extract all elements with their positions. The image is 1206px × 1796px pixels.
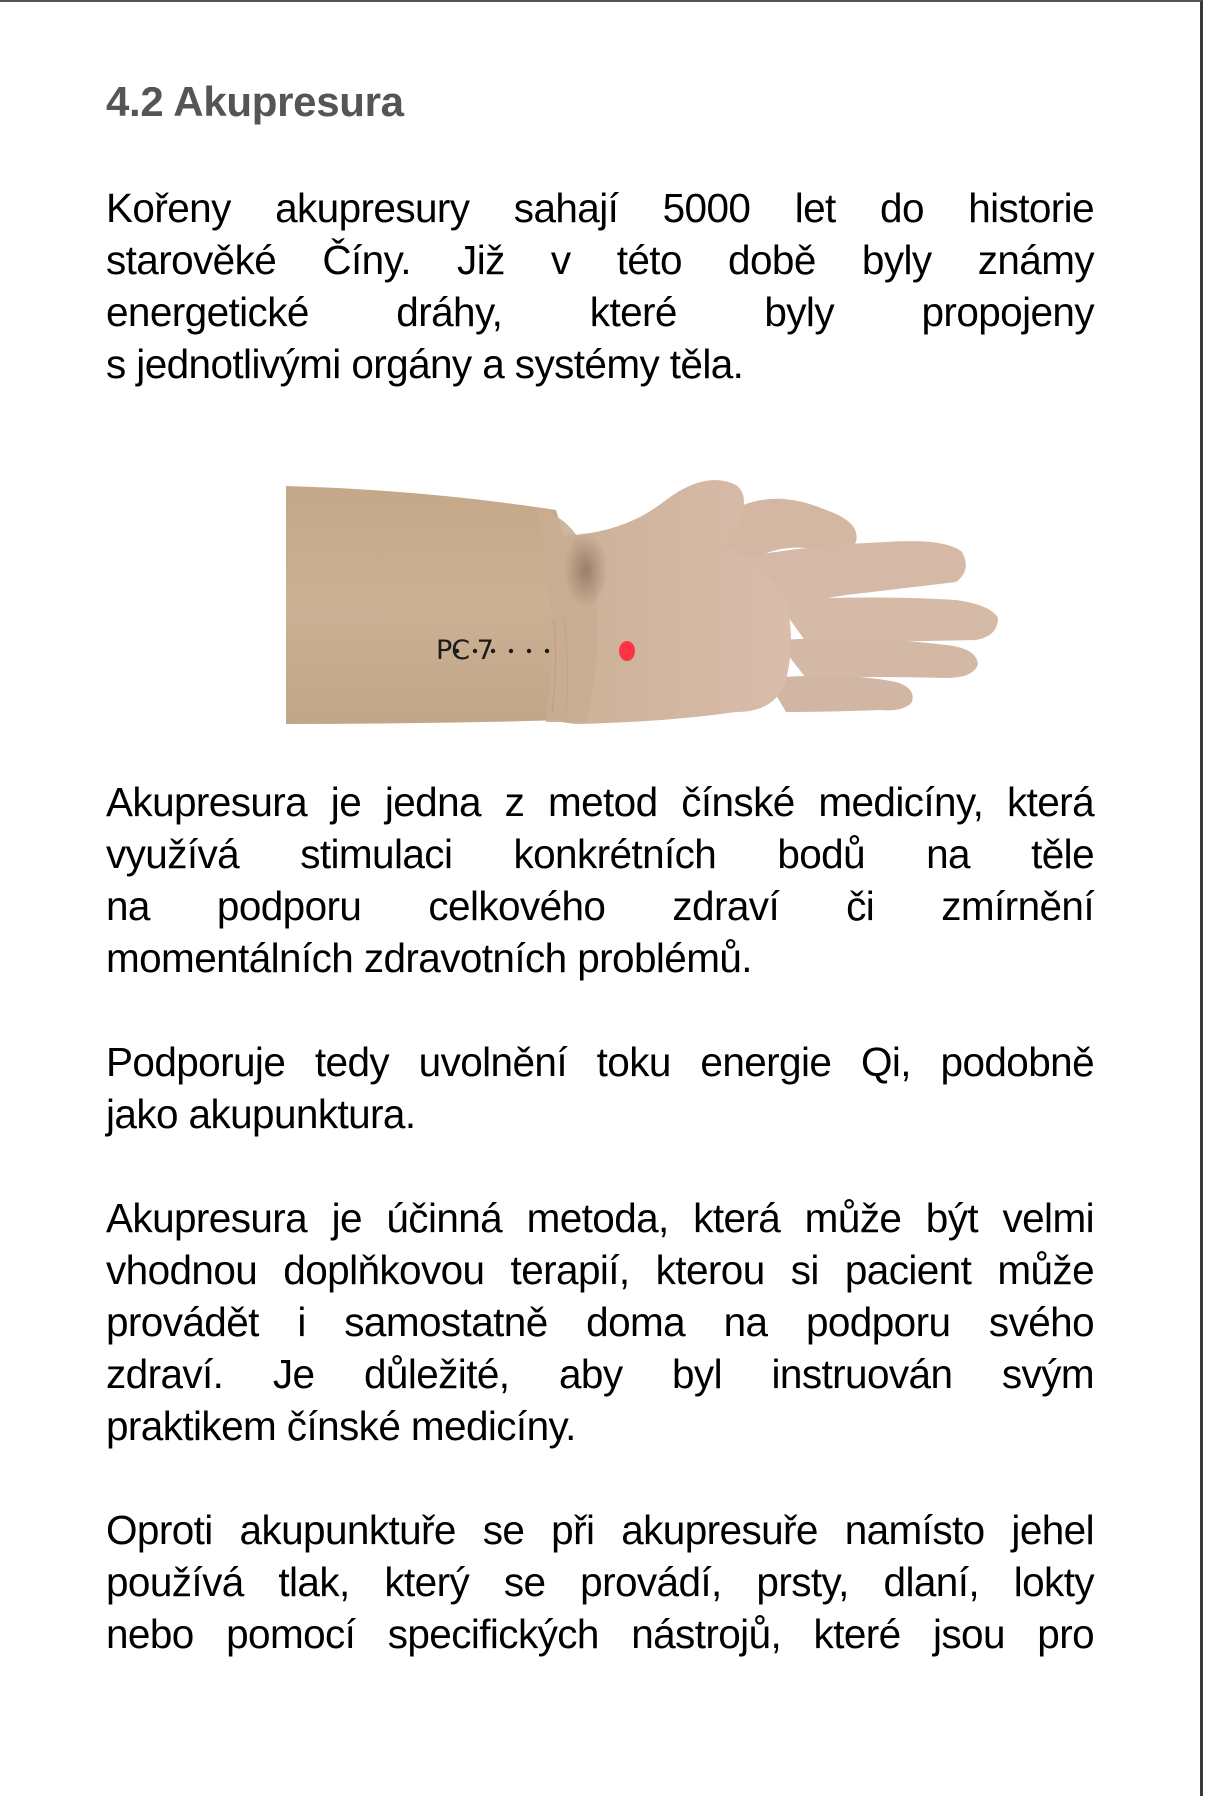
middle-finger [776, 598, 998, 643]
little-finger [766, 676, 913, 712]
text-line: využívá stimulaci konkrétních bodů na těle [106, 831, 1094, 877]
paragraph-effectiveness [106, 1192, 1094, 1452]
text-line: praktikem čínské medicíny. [106, 1403, 576, 1449]
paragraph-comparison [106, 1504, 1094, 1660]
forearm [286, 486, 569, 724]
paragraph-method [106, 776, 1094, 984]
text-line: Oproti akupunktuře se při akupresuře namísto jehel [106, 1507, 1094, 1553]
text-line: na podporu celkového zdraví či zmírnění [106, 883, 1094, 929]
paragraph-history [106, 182, 1094, 390]
text-line: Akupresura je účinná metoda, která může být velmi [106, 1195, 1094, 1241]
ring-finger [776, 638, 978, 678]
text-line: provádět i samostatně doma na podporu svého [106, 1299, 1094, 1345]
hand-illustration [286, 450, 1006, 730]
section-heading: 4.2 Akupresura [106, 78, 404, 125]
text-line: jako akupunktura. [106, 1091, 416, 1137]
point-label: PC 7 [436, 635, 493, 666]
text-line: Akupresura je jedna z metod čínské medicíny, která [106, 779, 1094, 825]
text-line: momentálních zdravotních problémů. [106, 935, 752, 981]
text-line: používá tlak, který se provádí, prsty, dlaní, lokty [106, 1559, 1094, 1605]
text-line: Podporuje tedy uvolnění toku energie Qi, podobně [106, 1039, 1094, 1085]
hand-acupressure-figure [286, 450, 1006, 730]
text-line: zdraví. Je důležité, aby byl instruován svým [106, 1351, 1094, 1397]
text-line: nebo pomocí specifických nástrojů, které jsou pro [106, 1611, 1094, 1657]
text-line: Kořeny akupresury sahají 5000 let do historie [106, 185, 1094, 231]
text-line: starověké Číny. Již v této době byly známy [106, 237, 1094, 283]
acupressure-point-marker [619, 641, 635, 661]
text-line: s jednotlivými orgány a systémy těla. [106, 341, 744, 387]
paragraph-qi [106, 1036, 1094, 1140]
text-line: vhodnou doplňkovou terapií, kterou si pacient může [106, 1247, 1094, 1293]
text-line: energetické dráhy, které byly propojeny [106, 289, 1094, 335]
